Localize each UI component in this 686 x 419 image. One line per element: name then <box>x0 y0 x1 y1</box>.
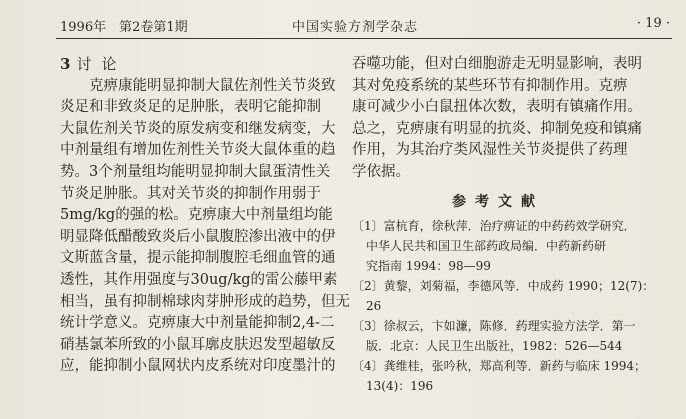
body-line: 应，能抑制小鼠网状内皮系统对印度墨汁的 <box>60 358 336 375</box>
body-line: 康可减少小白鼠扭体次数，表明有镇痛作用。 <box>352 99 642 116</box>
body-line: 势。3个剂量组均能明显抑制大鼠蛋清性关 <box>60 163 331 180</box>
left-column <box>60 54 350 378</box>
body-line: 节炎足肿胀。其对关节炎的抑制作用弱于 <box>60 185 321 202</box>
body-line: 吞噬功能，但对白细胞游走无明显影响，表明 <box>352 56 642 72</box>
section-number: 3 <box>60 55 71 73</box>
body-line: 中剂量组有增加佐剂性关节炎大鼠体重的趋 <box>60 142 336 159</box>
page-number: · 19 · <box>636 16 670 31</box>
body-line: 克痹康能明显抑制大鼠佐剂性关节炎致 <box>60 77 336 94</box>
body-line: 作用，为其治疗类风湿性关节炎提供了药理 <box>352 142 628 159</box>
reference-line: 〔1〕富杭育，徐秋萍．治疗痹证的中药药效学研究． <box>352 218 636 233</box>
reference-line: 究指南 1994：98—99 <box>366 258 491 273</box>
page-header <box>60 16 670 40</box>
body-line: 明显降低醋酸致炎后小鼠腹腔渗出液中的伊 <box>60 228 336 245</box>
section-heading <box>60 54 330 76</box>
body-line: 透性，其作用强度与30ug/kg的雷公藤甲素 <box>60 271 338 288</box>
right-column <box>352 54 655 396</box>
body-line: 硝基氯苯所致的小鼠耳廓皮肤迟发型超敏反 <box>60 336 336 353</box>
reference-line: 中华人民共和国卫生部药政局编．中药新药研 <box>366 238 607 253</box>
journal-title: 中国实验方剂学杂志 <box>292 20 419 35</box>
reference-line: 〔3〕徐叔云，卞如濂，陈修．药理实验方法学．第一 <box>352 318 636 333</box>
body-line: 大鼠佐剂关节炎的原发病变和继发病变，大 <box>60 120 336 137</box>
body-line: 5mg/kg的强的松。克痹康大中剂量组均能 <box>60 207 333 224</box>
body-line: 炎足和非致炎足的足肿胀，表明它能抑制 <box>60 99 321 116</box>
reference-line: 〔4〕龚维桂，张吟秋，郑高利等．新药与临床 1994； <box>352 358 646 373</box>
body-line: 其对免疫系统的某些环节有抑制作用。克痹 <box>352 77 628 94</box>
body-line: 文斯蓝含量，提示能抑制腹腔毛细血管的通 <box>60 250 336 267</box>
references-heading: 参考文献 <box>452 193 544 210</box>
body-line: 相当，虽有抑制棉球肉芽肿形成的趋势，但无 <box>60 293 350 310</box>
reference-line: 26 <box>366 298 382 313</box>
body-line: 统计学意义。克痹康大中剂量能抑制2,4-二 <box>60 315 335 332</box>
issue-info: 1996年 第2卷第1期 <box>60 20 188 35</box>
body-line: 学依据。 <box>352 163 410 180</box>
reference-line: 13(4)：196 <box>366 378 434 393</box>
header-rule <box>56 38 672 39</box>
reference-line: 版．北京：人民卫生出版社，1982：526—544 <box>366 338 623 353</box>
body-line: 总之，克痹康有明显的抗炎、抑制免疫和镇痛 <box>352 120 642 137</box>
reference-line: 〔2〕黄黎，刘菊福，李德风等．中成药 1990；12(7)： <box>352 278 655 293</box>
section-title: 讨论 <box>76 55 127 73</box>
